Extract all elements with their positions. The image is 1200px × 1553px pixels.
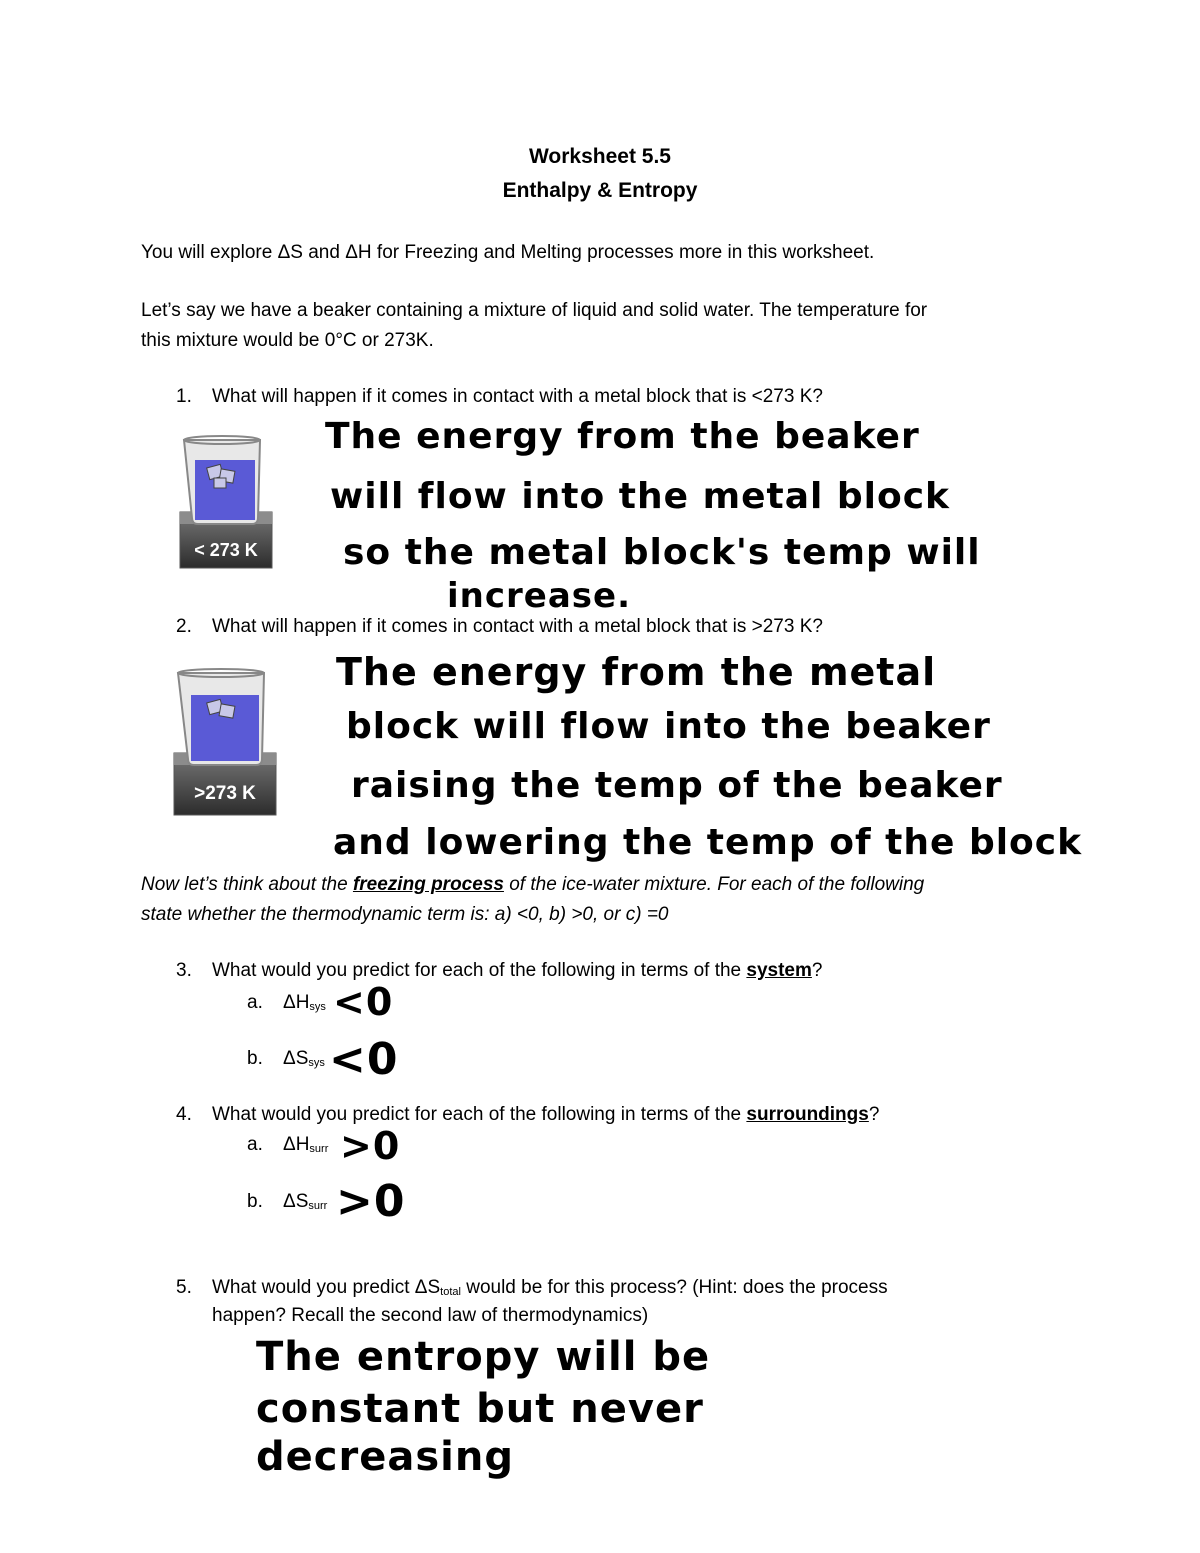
- q1-answer-line-4: increase.: [447, 576, 631, 616]
- q2-answer-line-4: and lowering the temp of the block: [333, 822, 1083, 863]
- surroundings-term: surroundings: [746, 1104, 869, 1125]
- beaker-cold-plate-image: [178, 432, 274, 572]
- q3b-answer: <0: [329, 1034, 399, 1085]
- q2-text: What will happen if it comes in contact with a metal block that is >273 K?: [212, 616, 823, 637]
- scenario-line-2: this mixture would be 0°C or 273K.: [141, 330, 434, 351]
- q1-answer-line-3: so the metal block's temp will: [343, 532, 981, 573]
- q4b-answer: >0: [336, 1176, 406, 1227]
- q3a-answer: <0: [333, 980, 394, 1024]
- q4a-answer: >0: [340, 1124, 401, 1168]
- freezing-process-term: freezing process: [352, 874, 504, 895]
- system-term: system: [746, 960, 812, 981]
- q4-number: 4.: [176, 1104, 192, 1125]
- beaker-hot-plate-image: [172, 665, 278, 817]
- q4a-label: a.: [247, 1134, 263, 1155]
- q3a-label: a.: [247, 992, 263, 1013]
- intro-text: You will explore ΔS and ΔH for Freezing and Melting processes more in this worksheet.: [141, 242, 875, 263]
- freezing-intro-line-1: Now let’s think about the freezing process of the ice-water mixture. For each of the following: [141, 874, 925, 895]
- q3a-term: $\Delta H_{sys}$: [283, 992, 326, 1013]
- q1-number: 1.: [176, 386, 192, 407]
- q5-answer-line-3: decreasing: [256, 1434, 514, 1480]
- q3-number: 3.: [176, 960, 192, 981]
- q2-answer-line-2: block will flow into the beaker: [346, 706, 991, 747]
- q1-answer-line-2: will flow into the metal block: [330, 476, 950, 517]
- q5-text-line-2: happen? Recall the second law of thermodynamics): [212, 1305, 649, 1326]
- q5-text-line-1: What would you predict $\Delta S_{total}$ would be for this process? (Hint: does the process: [212, 1277, 888, 1298]
- q4b-label: b.: [247, 1191, 263, 1212]
- worksheet-subtitle: Enthalpy & Entropy: [502, 179, 698, 202]
- q4-text: What would you predict for each of the following in terms of the surroundings?: [212, 1104, 880, 1125]
- worksheet-title: Worksheet 5.5: [528, 145, 671, 168]
- scenario-line-1: Let’s say we have a beaker containing a mixture of liquid and solid water. The temperature for: [141, 300, 928, 321]
- cold-plate-label: < 273 K: [194, 540, 258, 560]
- q4b-term: $\Delta S_{surr}$: [283, 1191, 328, 1212]
- q2-answer-line-3: raising the temp of the beaker: [351, 765, 1003, 806]
- hot-plate-label: >273 K: [194, 783, 256, 804]
- q1-answer-line-1: The energy from the beaker: [325, 416, 920, 457]
- q5-answer-line-2: constant but never: [256, 1386, 704, 1432]
- freezing-intro-line-2: state whether the thermodynamic term is: a) <0, b) >0, or c) =0: [141, 904, 669, 925]
- q4a-term: $\Delta H_{surr}$: [283, 1134, 329, 1155]
- q1-text: What will happen if it comes in contact with a metal block that is <273 K?: [212, 386, 823, 407]
- q2-number: 2.: [176, 616, 192, 637]
- q5-number: 5.: [176, 1277, 192, 1298]
- q3-text: What would you predict for each of the following in terms of the system?: [212, 960, 823, 981]
- q2-answer-line-1: The energy from the metal: [336, 650, 937, 694]
- q3b-term: $\Delta S_{sys}$: [283, 1048, 325, 1069]
- q5-answer-line-1: The entropy will be: [256, 1334, 711, 1380]
- q3b-label: b.: [247, 1048, 263, 1069]
